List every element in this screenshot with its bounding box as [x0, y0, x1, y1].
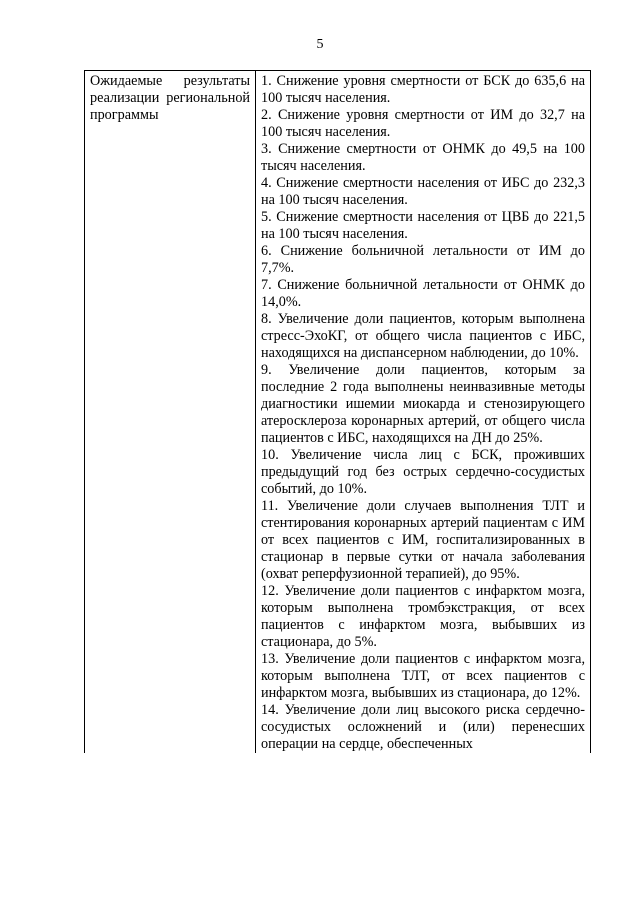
list-item: 5. Снижение смертности населения от ЦВБ до 221,5 на 100 тысяч населения.	[261, 209, 585, 242]
list-item: 12. Увеличение доли пациентов с инфарктом мозга, которым выполнена тромбэкстракция, от всех пациентов с инфарктом мозга, выбывших из стационара, до 5%.	[261, 583, 585, 650]
list-item: 10. Увеличение числа лиц с БСК, проживших предыдущий год без острых сердечно-сосудистых событий, до 10%.	[261, 447, 585, 497]
page-number: 5	[316, 37, 324, 52]
label-cell	[85, 71, 256, 754]
list-item: 14. Увеличение доли лиц высокого риска сердечно-сосудистых осложнений и (или) перенесших операции на сердце, обеспеченных	[261, 702, 585, 752]
list-item: 1. Снижение уровня смертности от БСК до 635,6 на 100 тысяч населения.	[261, 73, 585, 106]
row-label: Ожидаемые результаты реализации региональной программы	[90, 73, 250, 123]
list-item: 9. Увеличение доли пациентов, которым за последние 2 года выполнены неинвазивные методы диагностики ишемии миокарда и стенозирующего атеросклероза коронарных артерий, от общего числа пациентов с ИБС, находящихся на ДН до 25%.	[261, 362, 585, 446]
table-row	[85, 71, 591, 754]
list-item: 13. Увеличение доли пациентов с инфарктом мозга, которым выполнена ТЛТ, от всех пациентов с инфарктом мозга, выбывших из стационара, до 12%.	[261, 651, 585, 701]
content-cell	[256, 71, 591, 754]
list-item: 11. Увеличение доли случаев выполнения ТЛТ и стентирования коронарных артерий пациентам с ИМ от всех пациентов с ИМ, госпитализированных в стационар в первые сутки от начала заболевания (охват реперфузионной терапией), до 95%.	[261, 498, 585, 582]
list-item: 2. Снижение уровня смертности от ИМ до 32,7 на 100 тысяч населения.	[261, 107, 585, 140]
list-item: 7. Снижение больничной летальности от ОНМК до 14,0%.	[261, 277, 585, 310]
list-item: 3. Снижение смертности от ОНМК до 49,5 на 100 тысяч населения.	[261, 141, 585, 174]
list-item: 6. Снижение больничной летальности от ИМ до 7,7%.	[261, 243, 585, 276]
program-results-table	[84, 70, 591, 753]
list-item: 4. Снижение смертности населения от ИБС до 232,3 на 100 тысяч населения.	[261, 175, 585, 208]
list-item: 8. Увеличение доли пациентов, которым выполнена стресс-ЭхоКГ, от общего числа пациентов с ИБС, находящихся на диспансерном наблюдении, до 10%.	[261, 311, 585, 361]
